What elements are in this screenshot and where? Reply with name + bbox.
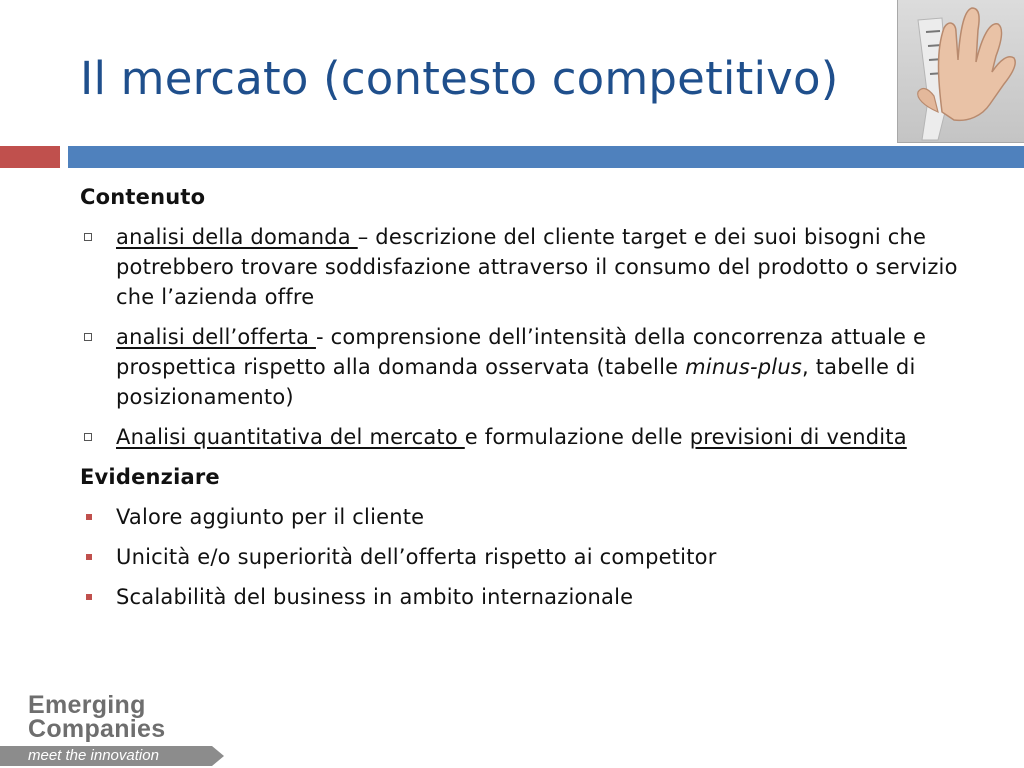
hollow-square-bullet-icon	[84, 333, 92, 341]
item-text: Valore aggiunto per il cliente	[116, 505, 425, 529]
list-item-scalabilita	[80, 582, 960, 612]
item-underlined-term: analisi della domanda	[116, 225, 358, 249]
accent-bar-blue	[68, 146, 1024, 168]
hand-photo	[897, 0, 1024, 143]
logo-line-1: Emerging	[28, 691, 146, 719]
hollow-square-bullet-icon	[84, 233, 92, 241]
list-item-unicita	[80, 542, 960, 572]
item-underlined-term: Analisi quantitativa del mercato	[116, 425, 465, 449]
logo-tagline: meet the innovation	[0, 746, 212, 766]
accent-bar-red	[0, 146, 60, 168]
item-text: Scalabilità del business in ambito internazionale	[116, 585, 634, 609]
tagline-arrow-icon	[212, 746, 224, 766]
filled-square-bullet-icon	[86, 594, 92, 600]
hollow-square-bullet-icon	[84, 433, 92, 441]
filled-square-bullet-icon	[86, 514, 92, 520]
item-text: e formulazione delle	[464, 425, 690, 449]
item-text: - comprensione dell’intensità della concorrenza attuale e prospettica rispetto alla domanda osservata (tabelle	[116, 325, 927, 379]
logo-line-2: Companies	[28, 715, 166, 743]
slide-title: Il mercato (contesto competitivo)	[80, 52, 839, 105]
section-heading-evidenziare: Evidenziare	[80, 465, 220, 489]
slide-content	[80, 182, 960, 622]
list-item-valore-aggiunto	[80, 502, 960, 532]
item-text: – descrizione del cliente target e dei suoi bisogni che potrebbero trovare soddisfazione attraverso il consumo del prodotto o servizio che l’azienda offre	[116, 225, 958, 309]
item-underlined-term: previsioni di vendita	[689, 425, 907, 449]
item-text: , tabelle di posizionamento)	[116, 355, 916, 409]
filled-square-bullet-icon	[86, 554, 92, 560]
item-italic-term: minus-plus	[685, 355, 802, 379]
item-underlined-term: analisi dell’offerta	[116, 325, 316, 349]
emerging-companies-logo	[0, 686, 240, 768]
hand-illustration-icon	[898, 0, 1024, 142]
section-heading-contenuto: Contenuto	[80, 185, 206, 209]
list-item-analisi-quantitativa	[80, 422, 960, 452]
list-item-analisi-domanda	[80, 222, 960, 312]
list-item-analisi-offerta	[80, 322, 960, 412]
item-text: Unicità e/o superiorità dell’offerta rispetto ai competitor	[116, 545, 717, 569]
